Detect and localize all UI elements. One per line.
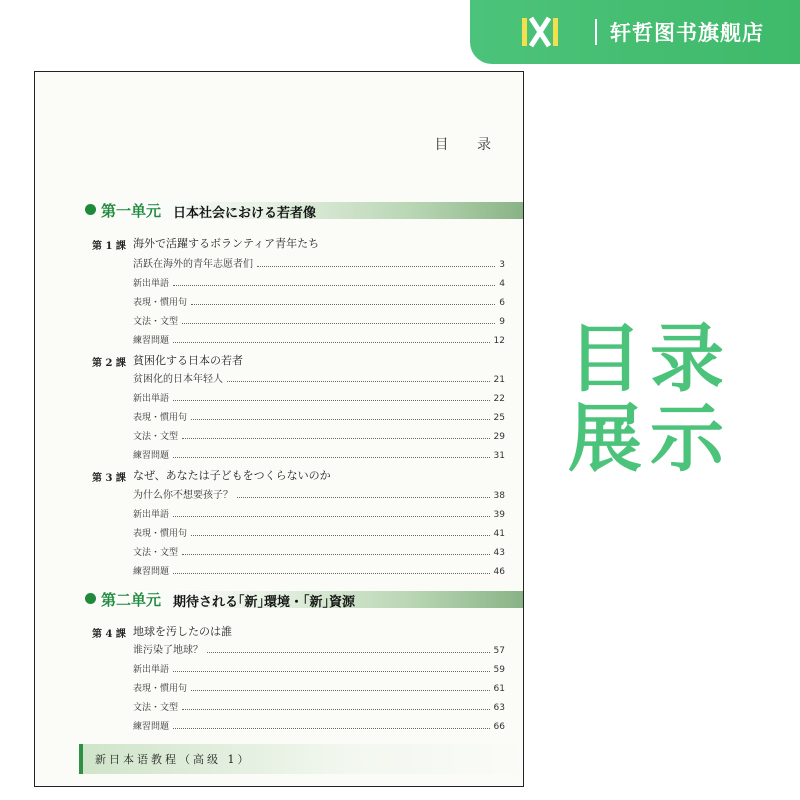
bullet-icon	[85, 204, 96, 215]
toc-entry: 谁污染了地球？ 57	[133, 645, 505, 656]
page-footer	[79, 744, 524, 774]
unit-number: 第一单元	[101, 202, 162, 220]
toc-entry: 練習問題 66	[133, 722, 505, 732]
toc-entry: 文法・文型 63	[133, 703, 505, 713]
toc-entry: 表現・慣用句 6	[133, 298, 505, 308]
toc-entry: 新出単語 59	[133, 665, 505, 675]
toc-entry: 活跃在海外的青年志愿者们 3	[133, 259, 505, 270]
toc-title: 目 录	[434, 137, 503, 153]
unit-header-2	[101, 591, 524, 610]
toc-entry: 新出単語 22	[133, 394, 505, 404]
toc-entry: 表現・慣用句 41	[133, 529, 505, 539]
lesson-title: 海外で活躍するボランティア青年たち	[133, 237, 320, 250]
toc-entry: 練習問題 12	[133, 336, 505, 346]
book-page	[34, 71, 524, 787]
toc-entry: 新出単語 4	[133, 279, 505, 289]
unit-header-1	[101, 202, 524, 221]
shop-name: 轩哲图书旗舰店	[610, 21, 764, 45]
lesson-number: 第 3 課	[92, 473, 126, 484]
lesson-title: 地球を汚したのは誰	[133, 625, 232, 638]
shop-logo-icon	[520, 14, 560, 50]
lesson-number: 第 4 課	[92, 629, 126, 640]
footer-accent	[79, 744, 83, 774]
toc-entry: 为什么你不想要孩子？ 38	[133, 490, 505, 501]
toc-entry: 新出単語 39	[133, 510, 505, 520]
lesson-number: 第 1 課	[92, 241, 126, 252]
lesson-title: なぜ、あなたは子どもをつくらないのか	[133, 469, 331, 482]
toc-entry: 文法・文型 43	[133, 548, 505, 558]
toc-entry: 贫困化的日本年轻人 21	[133, 374, 505, 385]
unit-number: 第二单元	[101, 591, 162, 609]
overlay-text-line1: 目录	[568, 316, 732, 402]
bullet-icon	[85, 593, 96, 604]
shop-banner	[470, 0, 800, 64]
unit-title: 日本社会における若者像	[173, 206, 317, 221]
toc-entry: 文法・文型 29	[133, 432, 505, 442]
unit-title: 期待される｢新｣環境・｢新｣資源	[173, 595, 356, 610]
toc-entry: 表現・慣用句 61	[133, 684, 505, 694]
footer-text: 新日本语教程（高级 1）	[95, 753, 252, 766]
toc-entry: 練習問題 46	[133, 567, 505, 577]
toc-entry: 文法・文型 9	[133, 317, 505, 327]
overlay-text-line2: 展示	[568, 396, 732, 482]
lesson-title: 貧困化する日本の若者	[133, 354, 243, 367]
toc-entry: 表現・慣用句 25	[133, 413, 505, 423]
lesson-number: 第 2 課	[92, 358, 126, 369]
toc-entry: 練習問題 31	[133, 451, 505, 461]
banner-divider	[595, 19, 597, 45]
